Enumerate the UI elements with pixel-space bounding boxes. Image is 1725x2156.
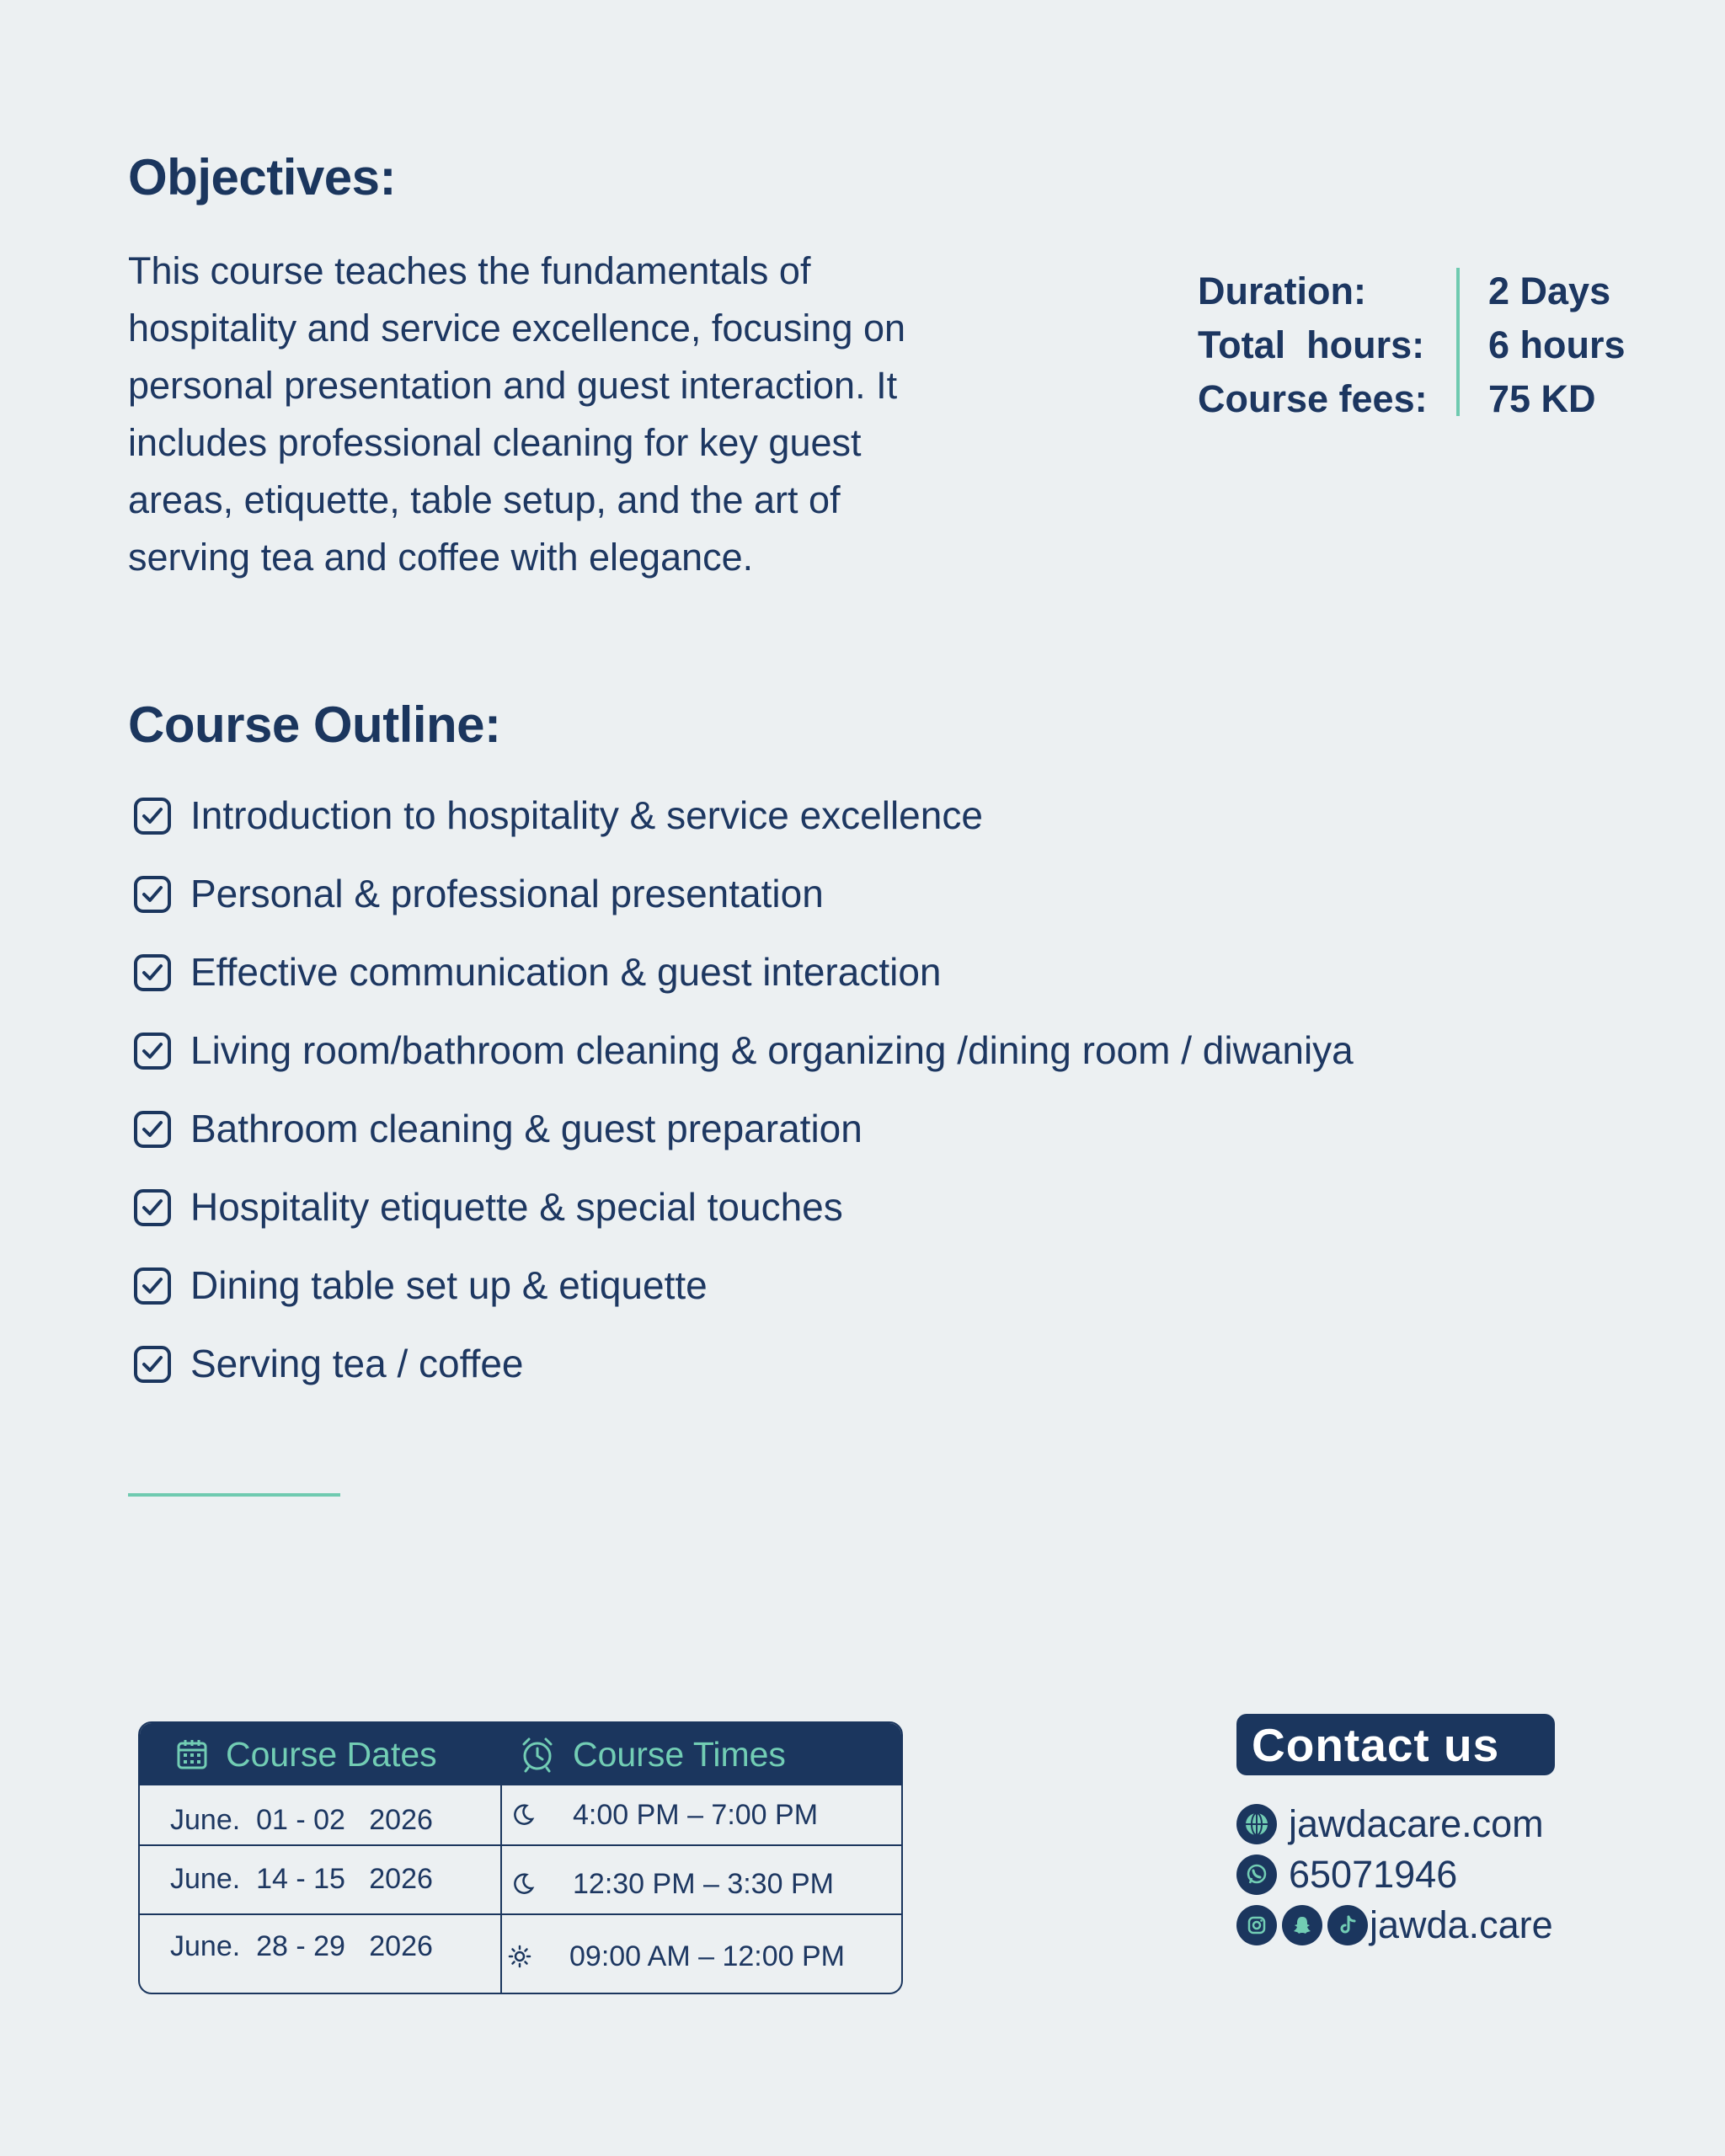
time-cell: [175, 1794, 819, 1836]
phone-number[interactable]: 65071946: [1289, 1853, 1458, 1896]
outline-item: [133, 1253, 1354, 1331]
outline-item-text: Introduction to hospitality & service excellence: [190, 793, 983, 837]
time-text: 12:30 PM – 3:30 PM: [573, 1867, 834, 1900]
checkbox-icon: [133, 953, 172, 992]
info-separator: [1456, 268, 1460, 416]
info-labels: [1198, 264, 1428, 426]
objectives-line: includes professional cleaning for key guest: [128, 421, 862, 464]
outline-item-text: Effective communication & guest interaction: [190, 950, 942, 994]
info-values: [1488, 264, 1626, 426]
checkbox-icon: [133, 797, 172, 835]
time-text: 4:00 PM – 7:00 PM: [573, 1798, 819, 1831]
outline-item: [133, 1018, 1354, 1097]
objectives-heading: Objectives:: [128, 149, 396, 205]
moon-icon: [510, 1802, 536, 1828]
schedule-table: [138, 1721, 903, 1994]
date-text: June. 14 - 15 2026: [170, 1862, 433, 1895]
checkbox-icon: [133, 875, 172, 914]
social-row[interactable]: [1236, 1900, 1553, 1951]
outline-item-text: Bathroom cleaning & guest preparation: [190, 1107, 862, 1150]
sun-icon: [507, 1944, 532, 1969]
phone-row[interactable]: [1236, 1849, 1553, 1900]
time-text: 09:00 AM – 12:00 PM: [569, 1940, 845, 1972]
course-info: [1198, 264, 1669, 420]
outline-item-text: Personal & professional presentation: [190, 872, 824, 915]
time-cell: [175, 1863, 834, 1905]
outline-item-text: Serving tea / coffee: [190, 1342, 524, 1385]
outline-heading: Course Outline:: [128, 696, 501, 753]
checkbox-icon: [133, 1267, 172, 1305]
snapchat-icon[interactable]: [1282, 1905, 1322, 1945]
outline-item-text: Dining table set up & etiquette: [190, 1263, 708, 1307]
hours-label: Total hours:: [1198, 323, 1425, 366]
hours-value: 6 hours: [1488, 323, 1626, 366]
alarm-clock-icon: [519, 1736, 556, 1773]
row-divider: [140, 1844, 901, 1846]
outline-item-text: Living room/bathroom cleaning & organizing /dining room / diwaniya: [190, 1028, 1354, 1072]
times-header-text: Course Times: [573, 1734, 786, 1774]
outline-item-text: Hospitality etiquette & special touches: [190, 1185, 843, 1229]
objectives-line: personal presentation and guest interaction. It: [128, 364, 898, 407]
dates-header: [175, 1723, 437, 1785]
objectives-line: hospitality and service excellence, focusing on: [128, 307, 906, 350]
checkbox-icon: [133, 1032, 172, 1070]
times-header: [519, 1723, 786, 1785]
outline-item: [133, 862, 1354, 940]
outline-list: [133, 783, 1354, 1410]
duration-value: 2 Days: [1488, 270, 1611, 312]
fees-label: Course fees:: [1198, 377, 1428, 420]
website-row[interactable]: [1236, 1799, 1553, 1849]
contact-us-button[interactable]: Contact us: [1236, 1714, 1555, 1775]
objectives-line: This course teaches the fundamentals of: [128, 249, 811, 292]
tiktok-icon[interactable]: [1327, 1905, 1368, 1945]
objectives-line: areas, etiquette, table setup, and the art of: [128, 478, 841, 521]
outline-item: [133, 1331, 1354, 1410]
whatsapp-icon: [1236, 1854, 1277, 1895]
date-text: June. 01 - 02 2026: [170, 1803, 433, 1836]
objectives-line: serving tea and coffee with elegance.: [128, 536, 754, 579]
calendar-icon: [175, 1737, 209, 1771]
outline-item: [133, 940, 1354, 1018]
website-link[interactable]: jawdacare.com: [1289, 1802, 1544, 1845]
checkbox-icon: [133, 1345, 172, 1384]
row-divider: [140, 1913, 901, 1915]
outline-item: [133, 1175, 1354, 1253]
social-handle[interactable]: jawda.care: [1370, 1903, 1553, 1946]
date-text: June. 28 - 29 2026: [170, 1929, 433, 1962]
time-cell: [175, 1935, 845, 1977]
duration-label: Duration:: [1198, 270, 1366, 312]
globe-icon: [1236, 1804, 1277, 1844]
section-divider: [128, 1493, 340, 1497]
fees-value: 75 KD: [1488, 377, 1596, 420]
instagram-icon[interactable]: [1236, 1905, 1277, 1945]
checkbox-icon: [133, 1188, 172, 1227]
objectives-paragraph: [128, 243, 1097, 586]
contact-list: [1236, 1799, 1553, 1951]
dates-header-text: Course Dates: [226, 1734, 437, 1774]
outline-item: [133, 783, 1354, 862]
outline-item: [133, 1097, 1354, 1175]
moon-icon: [510, 1871, 536, 1897]
checkbox-icon: [133, 1110, 172, 1149]
